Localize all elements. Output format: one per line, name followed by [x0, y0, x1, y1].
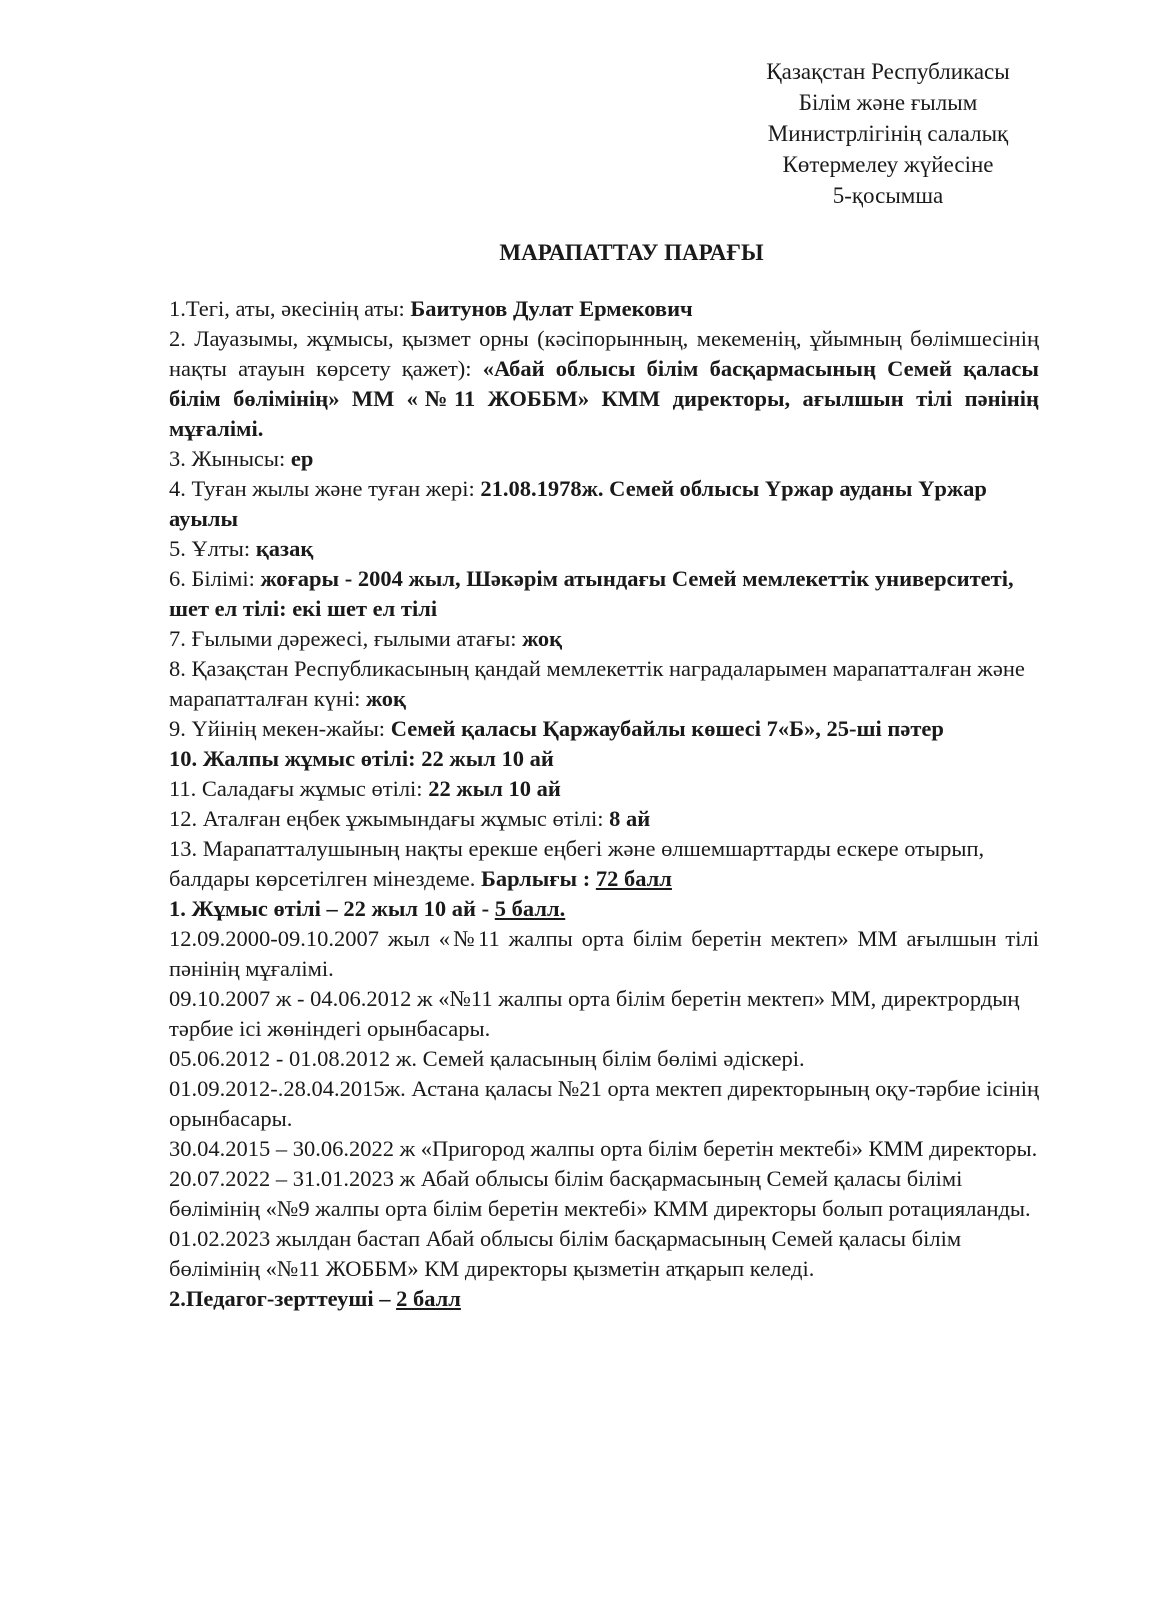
appendix-line: 5-қосымша [832, 183, 944, 208]
work-history-entry: 09.10.2007 ж - 04.06.2012 ж «№11 жалпы орта білім беретін мектеп» ММ, директрордың тәрбие ісі жөніндегі орынбасары. [169, 986, 1020, 1041]
item-8: 8. Қазақстан Республикасының қандай мемлекеттік наградаларымен марапатталған және марапатталған күні: жоқ [169, 656, 1025, 711]
item-11: 11. Саладағы жұмыс өтілі: 22 жыл 10 ай [169, 776, 561, 801]
section-1-heading: 1. Жұмыс өтілі – 22 жыл 10 ай - 5 балл. [169, 896, 566, 921]
work-history-entry: 01.02.2023 жылдан бастап Абай облысы білім басқармасының Семей қаласы білім бөлімінің «№11 ЖОББМ» КМ директоры қызметін атқарып келеді. [169, 1226, 962, 1281]
appendix-line: Қазақстан Республикасы [766, 59, 1010, 84]
work-history-entry: 01.09.2012-.28.04.2015ж. Астана қаласы №21 орта мектеп директорының оқу-тәрбие ісінің орынбасары. [169, 1076, 1040, 1131]
item-6: 6. Білімі: жоғары - 2004 жыл, Шәкәрім атындағы Семей мемлекеттік университеті, шет ел тілі: екі шет ел тілі [169, 566, 1014, 621]
total-score: 72 балл [595, 866, 672, 891]
item-12: 12. Аталған еңбек ұжымындағы жұмыс өтілі: 8 ай [169, 806, 651, 831]
item-9: 9. Үйінің мекен-жайы: Семей қаласы Қаржаубайлы көшесі 7«Б», 25-ші пәтер [169, 716, 944, 741]
work-history-entry: 20.07.2022 – 31.01.2023 ж Абай облысы білім басқармасының Семей қаласы білімі бөлімінің «№9 жалпы орта білім беретін мектебі» КММ директоры болып ротацияланды. [169, 1166, 1031, 1221]
appendix-note [688, 56, 1088, 211]
item-4: 4. Туған жылы және туған жері: 21.08.1978ж. Семей облысы Үржар ауданы Үржар ауылы [169, 476, 987, 531]
section-2-score: 2 балл [396, 1286, 461, 1311]
item-2: 2. Лауазымы, жұмысы, қызмет орны (кәсіпорынның, мекеменің, ұйымның бөлімшесінің нақты атауын көрсету қажет): «Абай облысы білім басқармасының Семей қаласы білім бөлімінің» ММ «№11 ЖОББМ» КММ директоры, ағылшын тілі пәнінің мұғалімі. [169, 326, 1039, 441]
item-13: 13. Марапатталушының нақты ерекше еңбегі және өлшемшарттарды ескере отырып, балдары көрсетілген мінездеме. Барлығы : 72 балл [169, 836, 985, 891]
item-10: 10. Жалпы жұмыс өтілі: 22 жыл 10 ай [169, 746, 554, 771]
appendix-line: Министрлігінің салалық [767, 121, 1009, 146]
section-2-heading: 2.Педагог-зерттеуші – 2 балл [169, 1286, 461, 1311]
item-7: 7. Ғылыми дәрежесі, ғылыми атағы: жоқ [169, 626, 563, 651]
item-5: 5. Ұлты: қазақ [169, 536, 314, 561]
item-3: 3. Жынысы: ер [169, 446, 314, 471]
appendix-line: Көтермелеу жүйесіне [782, 152, 994, 177]
document-title: МАРАПАТТАУ ПАРАҒЫ [499, 240, 764, 265]
section-1-score: 5 балл. [494, 896, 566, 921]
work-history-entry: 05.06.2012 - 01.08.2012 ж. Семей қаласының білім бөлімі әдіскері. [169, 1046, 805, 1071]
item-1: 1.Тегі, аты, әкесінің аты: Баитунов Дулат Ермекович [169, 296, 693, 321]
appendix-line: Білім және ғылым [798, 90, 978, 115]
document-body [169, 294, 1039, 1314]
work-history-entry: 30.04.2015 – 30.06.2022 ж «Пригород жалпы орта білім беретін мектебі» КММ директоры. [169, 1136, 1038, 1161]
work-history-entry: 12.09.2000-09.10.2007 жыл «№11 жалпы орта білім беретін мектеп» ММ ағылшын тілі пәнінің мұғалімі. [169, 926, 1039, 981]
